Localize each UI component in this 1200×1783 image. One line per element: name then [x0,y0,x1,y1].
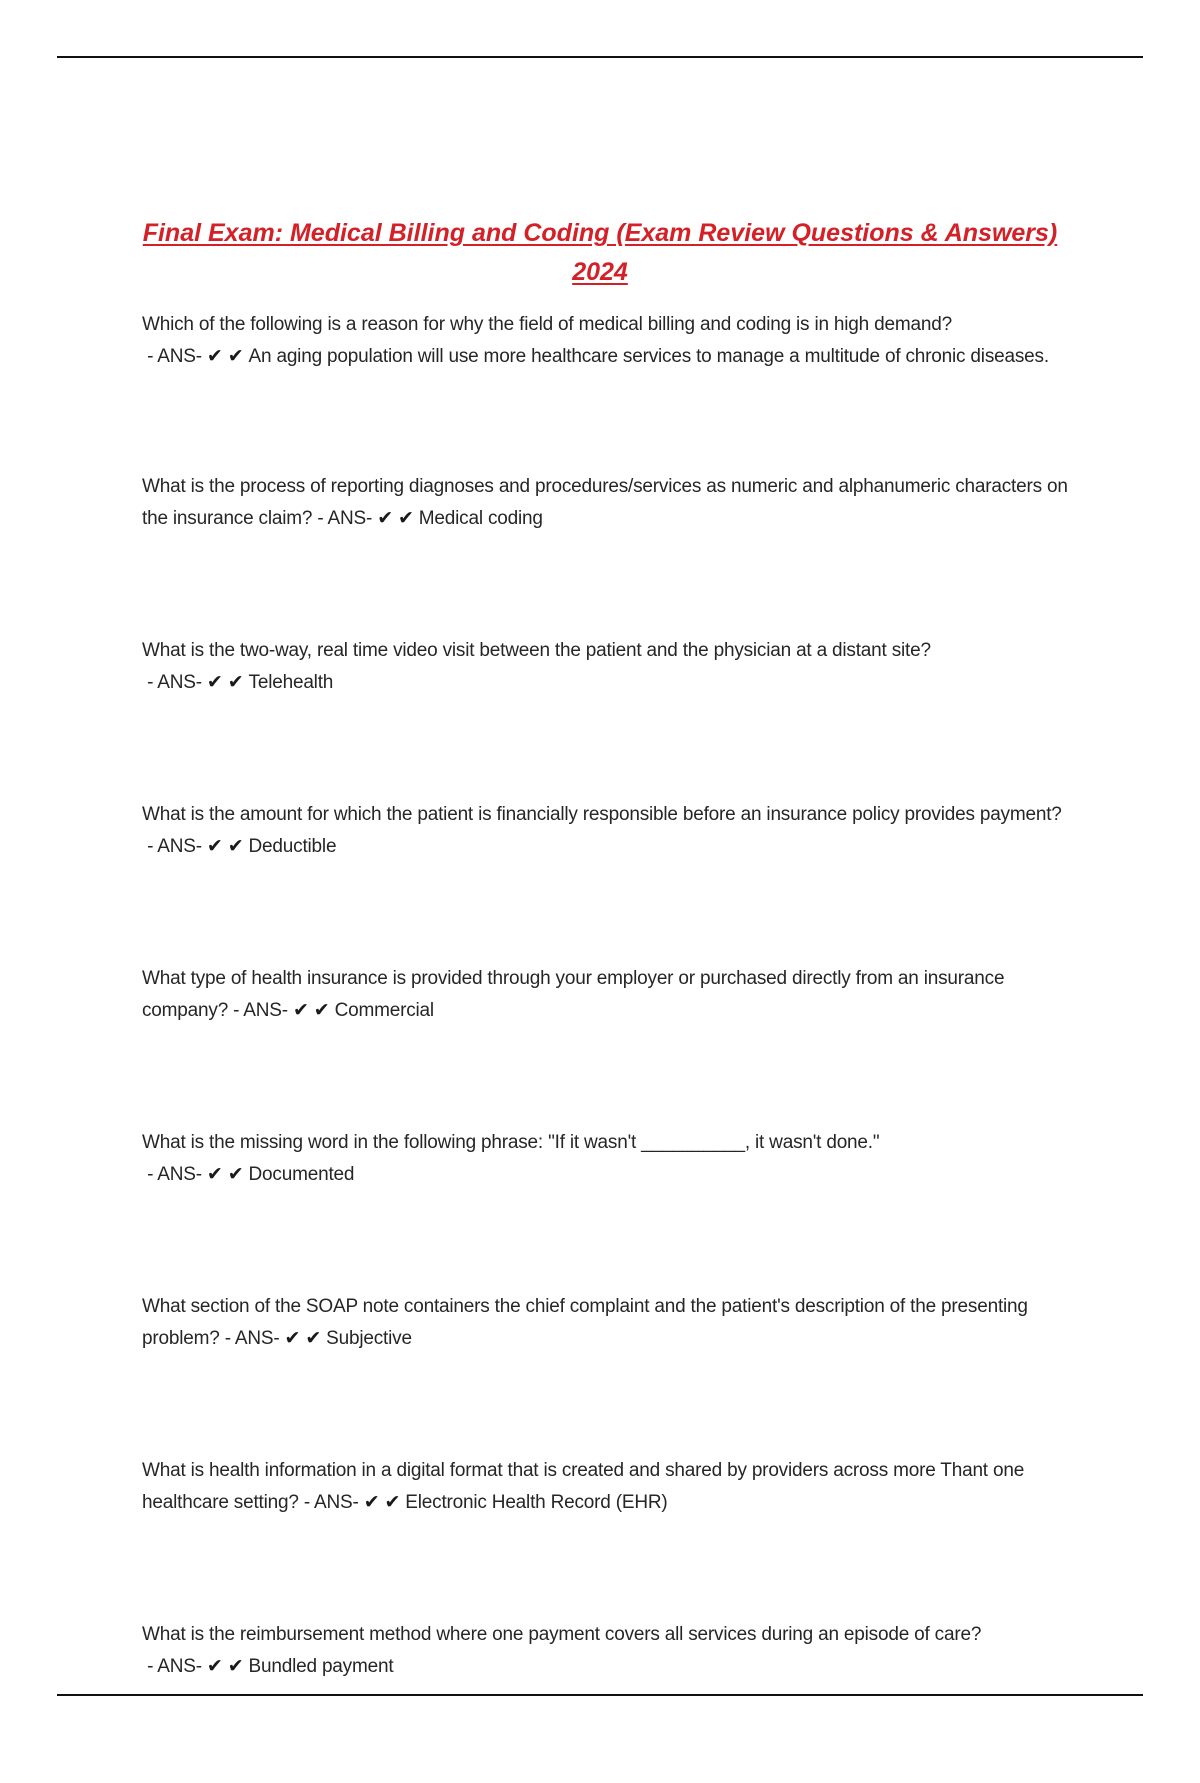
qa-item [142,799,1072,863]
answer-separator: - ANS- [142,346,207,367]
answer-separator: - ANS- [219,1328,285,1349]
answer-text: Electronic Health Record (EHR) [405,1492,668,1513]
qa-item [142,309,1072,373]
title-line-1: Final Exam: Medical Billing and Coding (Exam Review Questions & Answers) [142,219,1058,247]
check-icon: ✔ ✔ [284,1328,327,1349]
question-text: What is the two-way, real time video visit between the patient and the physician at a distant site? [142,640,931,661]
answer-text: Commercial [334,1000,434,1021]
qa-item [142,963,1072,1027]
check-icon: ✔ ✔ [377,508,419,529]
answer-text: Bundled payment [248,1656,394,1677]
question-text: What is the amount for which the patient is financially responsible before an insurance policy provides payment? [142,804,1062,825]
qa-item [142,1291,1072,1355]
check-icon: ✔ ✔ [292,1000,335,1021]
qa-item [142,1455,1072,1519]
check-icon: ✔ ✔ [363,1492,406,1513]
qa-item [142,635,1072,699]
question-text: What is the process of reporting diagnoses and procedures/services as numeric and alphanumeric characters on the insurance claim? [142,476,1068,529]
check-icon: ✔ ✔ [206,1164,249,1185]
question-text: Which of the following is a reason for why the field of medical billing and coding is in high demand? [142,314,952,335]
check-icon: ✔ ✔ [206,672,249,693]
question-text: What is the reimbursement method where one payment covers all services during an episode of care? [142,1624,982,1645]
answer-separator: - ANS- [312,508,378,529]
answer-separator: - ANS- [142,1164,207,1185]
qa-item [142,1127,1072,1191]
answer-text: Medical coding [418,508,543,529]
question-text: What is health information in a digital format that is created and shared by providers across more Thant one healthcare setting? [142,1460,1025,1513]
question-text: What type of health insurance is provided through your employer or purchased directly from an insurance company? [142,968,1005,1021]
footer-rule [57,1694,1143,1696]
answer-separator: - ANS- [142,672,207,693]
title-line-2: 2024 [572,258,628,286]
qa-item [142,1619,1072,1683]
check-icon: ✔ ✔ [206,1656,249,1677]
answer-separator: - ANS- [142,1656,207,1677]
check-icon: ✔ ✔ [206,836,249,857]
check-icon: ✔ ✔ [206,346,249,367]
answer-text: Subjective [326,1328,412,1349]
answer-separator: - ANS- [228,1000,293,1021]
header-rule [57,56,1143,58]
qa-item [142,471,1072,535]
qa-list [142,309,1072,1783]
question-text: What section of the SOAP note containers the chief complaint and the patient's description of the presenting problem? [142,1296,1028,1349]
answer-separator: - ANS- [298,1492,364,1513]
document-title [140,214,1060,292]
question-text: What is the missing word in the following phrase: "If it wasn't __________, it wasn't done." [142,1132,880,1153]
answer-text: Telehealth [248,672,334,693]
answer-text: An aging population will use more healthcare services to manage a multitude of chronic diseases. [248,346,1049,367]
answer-separator: - ANS- [142,836,207,857]
answer-text: Deductible [248,836,337,857]
answer-text: Documented [248,1164,355,1185]
